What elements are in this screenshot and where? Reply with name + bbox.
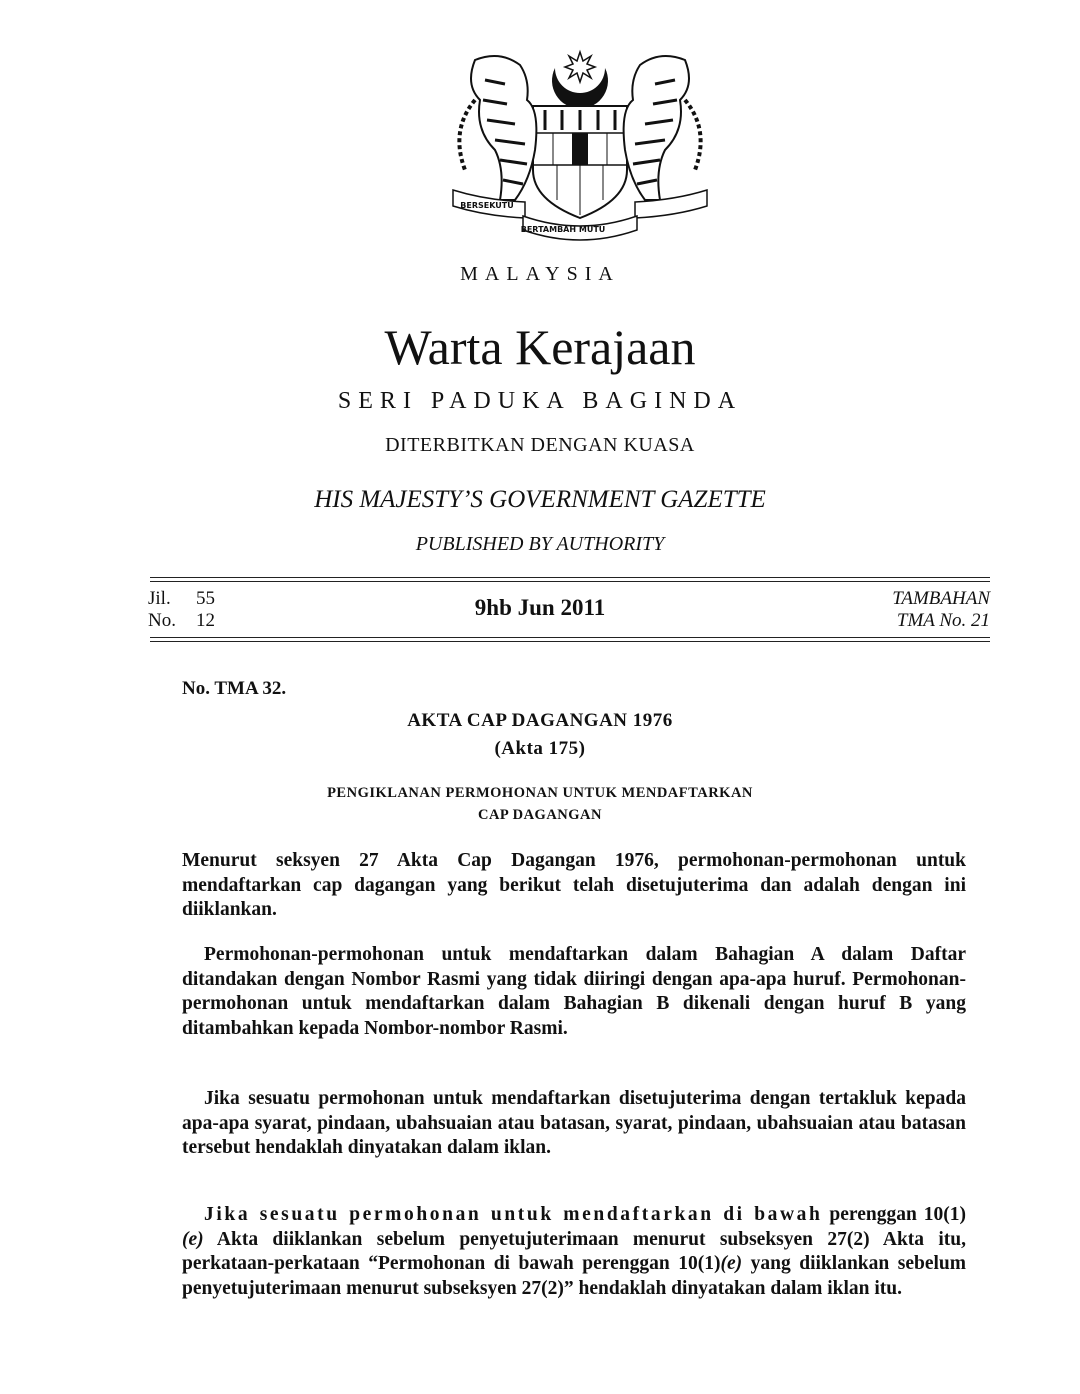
paragraph-4-italic: (e) bbox=[720, 1253, 743, 1274]
number-value: 12 bbox=[196, 610, 215, 631]
paragraph-4-text: Akta diiklankan sebelum penyetujuterimaan menurut subseksyen 27(2) Akta itu, perkataan-perkataan “Permohonan di bawah perenggan 10(1) bbox=[182, 1228, 966, 1274]
bottom-rule-1 bbox=[150, 637, 990, 638]
english-authority: PUBLISHED BY AUTHORITY bbox=[415, 533, 665, 555]
paragraph-4-text: yang diiklankan sebelum penyetujuterimaan menurut subseksyen 27(2)” hendaklah dinyatakan dalam iklan itu. bbox=[182, 1253, 966, 1299]
malaysia-coat-of-arms-icon bbox=[445, 40, 715, 245]
volume-label: Jil. bbox=[148, 588, 171, 609]
notice-number: No. TMA 32. bbox=[182, 678, 287, 699]
paragraph-4-italic: (e) bbox=[182, 1228, 204, 1250]
notice-heading-line2: CAP DAGANGAN bbox=[477, 807, 602, 823]
top-rule-1 bbox=[150, 577, 990, 578]
supplement-block bbox=[800, 588, 990, 632]
paragraph-1: Menurut seksyen 27 Akta Cap Dagangan 1976, permohonan-permohonan untuk mendaftarkan cap dagangan yang berikut telah disetujuterima dan adalah dengan ini diiklankan. bbox=[182, 850, 966, 920]
volume-value: 55 bbox=[196, 588, 215, 609]
coat-of-arms-emblem bbox=[445, 40, 715, 245]
authority-line: DITERBITKAN DENGAN KUASA bbox=[385, 434, 695, 456]
country-name: MALAYSIA bbox=[460, 263, 620, 285]
issue-date: 9hb Jun 2011 bbox=[474, 595, 606, 620]
paragraph-4-line1: Jika sesuatu permohonan untuk mendaftarkan di bawah bbox=[204, 1204, 823, 1225]
top-rule-2 bbox=[150, 581, 990, 582]
notice-heading bbox=[0, 782, 1080, 826]
paragraph-4 bbox=[182, 1203, 966, 1301]
motto-center: BERTAMBAH MUTU bbox=[520, 225, 606, 234]
notice-heading-line1: PENGIKLANAN PERMOHONAN UNTUK MENDAFTARKAN bbox=[327, 785, 753, 801]
english-title: HIS MAJESTY’S GOVERNMENT GAZETTE bbox=[314, 486, 766, 513]
paragraph-4-text: perenggan 10(1) bbox=[822, 1204, 966, 1225]
number-label: No. bbox=[148, 610, 176, 631]
paragraph-2: Permohonan-permohonan untuk mendaftarkan dalam Bahagian A dalam Daftar ditandakan dengan Nombor Rasmi yang tidak diiringi dengan apa-apa huruf. Permohonan-permohonan untuk mendaftarkan dalam Bahagian B dikenali dengan huruf B yang ditambahkan kepada Nombor-nombor Rasmi. bbox=[182, 944, 966, 1039]
gazette-title: Warta Kerajaan bbox=[384, 319, 696, 375]
bottom-rule-2 bbox=[150, 641, 990, 642]
supplement-label: TAMBAHAN bbox=[892, 588, 990, 609]
gazette-subtitle: SERI PADUKA BAGINDA bbox=[337, 388, 743, 414]
act-title: AKTA CAP DAGANGAN 1976 bbox=[407, 710, 673, 731]
paragraph-3: Jika sesuatu permohonan untuk mendaftarkan disetujuterima dengan tertakluk kepada apa-apa syarat, pindaan, ubahsuaian atau batasan, syarat, pindaan, ubahsuaian atau batasan tersebut hendaklah dinyatakan dalam iklan. bbox=[182, 1088, 966, 1158]
act-number: (Akta 175) bbox=[494, 738, 586, 759]
supplement-number: TMA No. 21 bbox=[896, 610, 990, 631]
motto-left: BERSEKUTU bbox=[460, 201, 514, 210]
